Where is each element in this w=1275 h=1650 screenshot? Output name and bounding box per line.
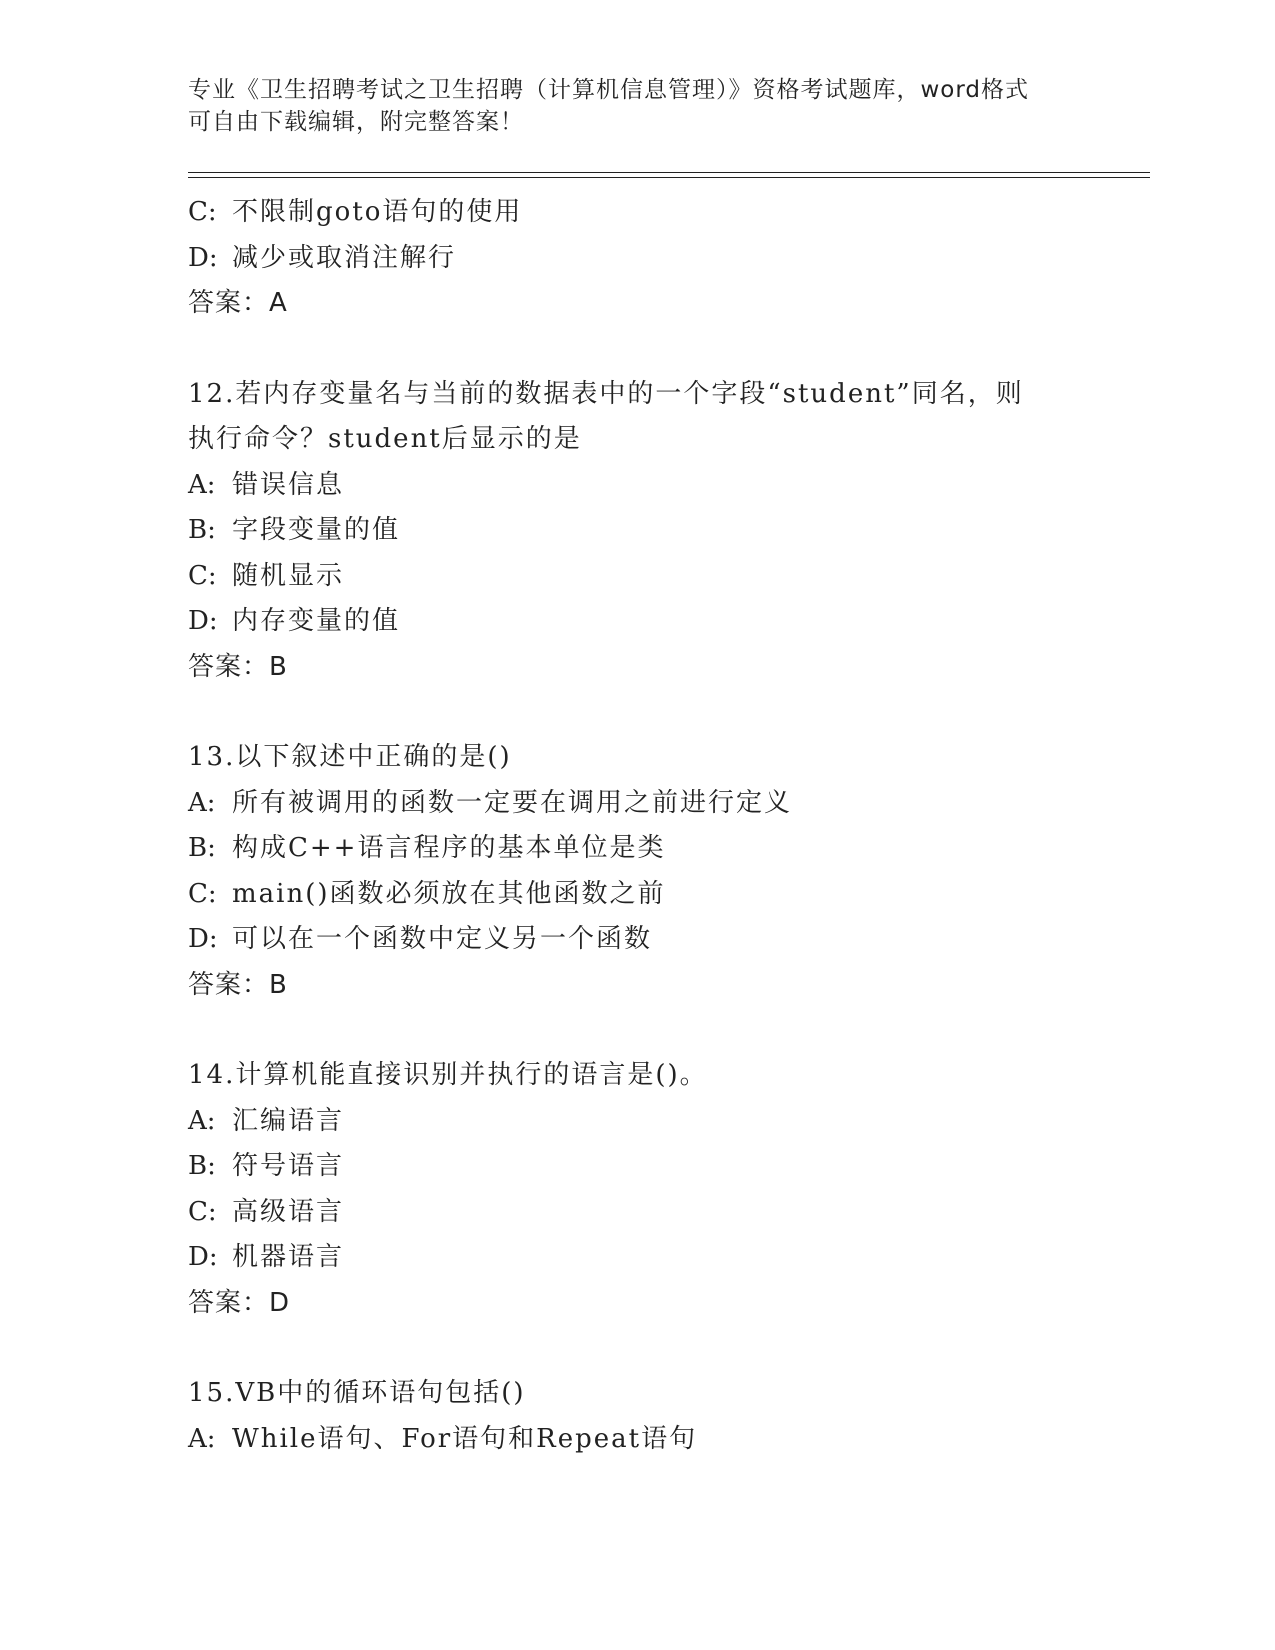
question-spacer: [188, 327, 1088, 372]
answer-option: [188, 1144, 1088, 1190]
question-text: 14.计算机能直接识别并执行的语言是()。: [188, 1060, 708, 1090]
answer-option: [188, 190, 1088, 236]
answer-option: [188, 872, 1088, 918]
answer-option: [188, 1235, 1088, 1281]
question-spacer: [188, 690, 1088, 735]
answer-line: 答案：B: [188, 969, 288, 1000]
option-letter: D:: [188, 606, 218, 636]
answer-option: [188, 508, 1088, 554]
option-letter: A:: [188, 1423, 216, 1454]
answer-option: [188, 1190, 1088, 1236]
option-letter: B:: [188, 515, 216, 545]
answer-option: [188, 1099, 1088, 1145]
header-line-1: 专业《卫生招聘考试之卫生招聘（计算机信息管理）》资格考试题库，word格式: [188, 77, 1030, 103]
option-letter: C:: [188, 878, 217, 909]
answer-option: [188, 554, 1088, 600]
option-text: 减少或取消注解行: [232, 242, 457, 273]
answer-option: [188, 826, 1088, 872]
option-letter: D:: [188, 1242, 218, 1272]
option-text: 符号语言: [232, 1151, 345, 1181]
option-text: 可以在一个函数中定义另一个函数: [232, 924, 653, 954]
question-text: 执行命令？student后显示的是: [188, 424, 582, 454]
header-divider-top: [188, 172, 1150, 173]
option-letter: C:: [188, 197, 217, 227]
answer-line: 答案：D: [188, 1287, 291, 1318]
option-text: 所有被调用的函数一定要在调用之前进行定义: [232, 787, 793, 818]
answer-option: [188, 917, 1088, 963]
answer-option: [188, 781, 1088, 827]
option-letter: B:: [188, 1151, 216, 1181]
option-text: While语句、For语句和Repeat语句: [232, 1423, 698, 1454]
option-text: main()函数必须放在其他函数之前: [232, 878, 666, 909]
option-text: 随机显示: [232, 560, 345, 591]
option-letter: A:: [188, 1105, 216, 1136]
question-text: 15.VB中的循环语句包括(): [188, 1378, 526, 1408]
option-text: 高级语言: [232, 1196, 345, 1227]
answer-line: 答案：A: [188, 288, 288, 318]
option-letter: C:: [188, 560, 217, 591]
option-text: 内存变量的值: [232, 606, 401, 636]
answer-option: [188, 599, 1088, 645]
option-text: 不限制goto语句的使用: [232, 197, 523, 227]
answer-option: [188, 236, 1088, 282]
option-text: 汇编语言: [232, 1105, 345, 1136]
option-letter: C:: [188, 1196, 217, 1227]
option-text: 错误信息: [232, 469, 345, 500]
answer-line: 答案：B: [188, 651, 288, 682]
question-text: 12.若内存变量名与当前的数据表中的一个字段“student”同名，则: [188, 378, 1024, 409]
question-list: [188, 190, 1088, 1462]
option-letter: A:: [188, 787, 216, 818]
option-text: 机器语言: [232, 1242, 345, 1272]
document-header: [188, 74, 1088, 138]
header-line-2: 可自由下载编辑，附完整答案！: [188, 109, 524, 135]
question-spacer: [188, 1326, 1088, 1371]
option-text: 构成C++语言程序的基本单位是类: [232, 833, 666, 863]
option-letter: D:: [188, 242, 218, 273]
question-spacer: [188, 1008, 1088, 1053]
question-text: 13.以下叙述中正确的是(): [188, 742, 512, 772]
option-letter: B:: [188, 833, 216, 863]
option-letter: D:: [188, 924, 218, 954]
option-letter: A:: [188, 469, 216, 500]
answer-option: [188, 1417, 1088, 1463]
header-divider-bottom: [188, 177, 1150, 178]
option-text: 字段变量的值: [232, 515, 401, 545]
answer-option: [188, 463, 1088, 509]
